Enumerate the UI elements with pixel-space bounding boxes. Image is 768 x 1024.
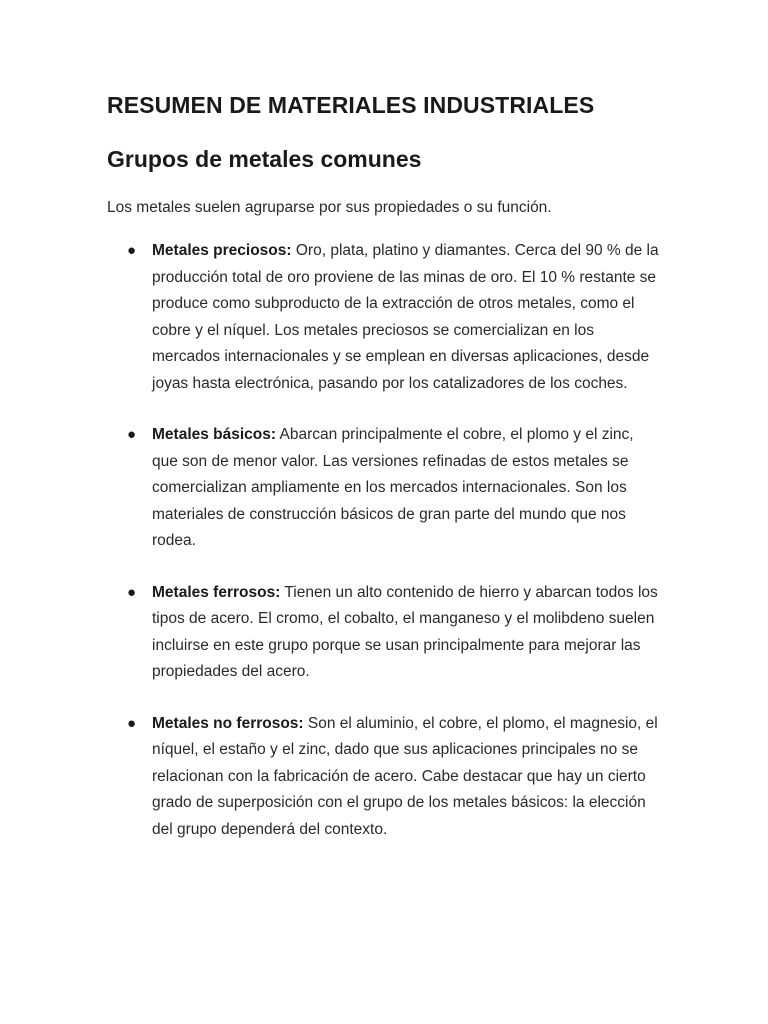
bullet-icon: ● — [127, 426, 137, 443]
section-heading: Grupos de metales comunes — [107, 146, 422, 172]
intro-paragraph: Los metales suelen agruparse por sus propiedades o su función. — [107, 199, 552, 216]
document-title: RESUMEN DE MATERIALES INDUSTRIALES — [107, 92, 595, 118]
bullet-icon: ● — [127, 583, 137, 601]
list-item-term: Metales ferrosos: — [152, 583, 281, 601]
list-item-metales-no-ferrosos — [107, 711, 660, 844]
list-item-term: Metales básicos: — [152, 426, 277, 443]
list-item-text: Tienen un alto contenido de hierro y abarcan todos los tipos de acero. El cromo, el cobalto, el manganeso y el molibdeno suelen incluirse en este grupo porque se usan principalmente para mejorar las propiedades del acero. — [152, 583, 658, 680]
list-item-metales-basicos — [107, 422, 660, 555]
list-item-text: Oro, plata, platino y diamantes. Cerca del 90 % de la producción total de oro proviene de las minas de oro. El 10 % restante se produce como subproducto de la extracción de otros metales, como el cobre y el níquel. Los metales preciosos se comercializan en los mercados internacionales y se emplean en diversas aplicaciones, desde joyas hasta electrónica, pasando por los catalizadores de los coches. — [152, 242, 659, 392]
bullet-icon: ● — [127, 714, 137, 732]
list-item-text: Son el aluminio, el cobre, el plomo, el magnesio, el níquel, el estaño y el zinc, dado que sus aplicaciones principales no se relacionan con la fabricación de acero. Cabe destacar que hay un cierto grado de superposición con el grupo de los metales básicos: la elección del grupo dependerá del contexto. — [152, 714, 658, 838]
metal-groups-list — [107, 238, 660, 843]
list-item-term: Metales preciosos: — [152, 242, 292, 259]
list-item-text: Abarcan principalmente el cobre, el plomo y el zinc, que son de menor valor. Las versiones refinadas de estos metales se comercializan ampliamente en los mercados internacionales. Son los materiales de construcción básicos de gran parte del mundo que nos rodea. — [152, 426, 634, 549]
list-item-metales-ferrosos — [107, 580, 660, 686]
list-item-term: Metales no ferrosos: — [152, 714, 304, 732]
bullet-icon: ● — [127, 242, 137, 259]
list-item-metales-preciosos — [107, 238, 660, 397]
